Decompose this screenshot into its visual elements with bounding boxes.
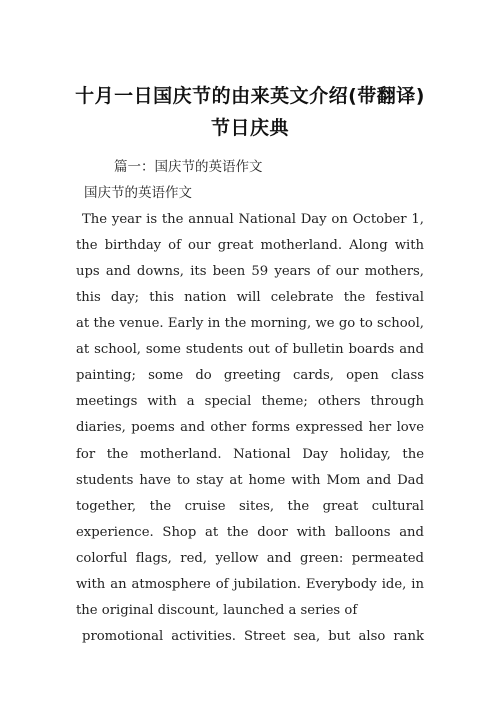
document-title-continued: 节日庆典 xyxy=(210,117,289,139)
body-line: students have to stay at home with Mom and Dad xyxy=(76,473,424,488)
body-line: at school, some students out of bulletin boards and xyxy=(76,342,424,357)
body-line: meetings with a special theme; others through xyxy=(76,394,424,409)
body-line: The year is the annual National Day on October 1, xyxy=(82,212,424,227)
body-line: painting; some do greeting cards, open class xyxy=(76,368,424,383)
body-line: with an atmosphere of jubilation. Everybody ide, in xyxy=(76,577,424,592)
body-line: for the motherland. National Day holiday, the xyxy=(76,447,424,462)
body-line: together, the cruise sites, the great cultural xyxy=(76,499,424,514)
document-title: 十月一日国庆节的由来英文介绍(带翻译) xyxy=(75,85,425,107)
body-line: promotional activities. Street sea, but also rank xyxy=(82,629,424,644)
body-line: diaries, poems and other forms expressed her love xyxy=(76,420,424,435)
body-line: the birthday of our great motherland. Along with xyxy=(76,238,424,253)
body-line: this day; this nation will celebrate the festival xyxy=(76,290,424,305)
body-line: colorful flags, red, yellow and green: permeated xyxy=(76,551,424,566)
sub-heading: 国庆节的英语作文 xyxy=(84,185,192,201)
body-line: experience. Shop at the door with balloons and xyxy=(76,525,424,540)
section-heading: 篇一：国庆节的英语作文 xyxy=(114,159,263,175)
body-line: the original discount, launched a series of xyxy=(76,603,358,618)
body-line: ups and downs, its been 59 years of our mothers, xyxy=(76,264,424,279)
body-line: at the venue. Early in the morning, we go to school, xyxy=(76,316,424,331)
